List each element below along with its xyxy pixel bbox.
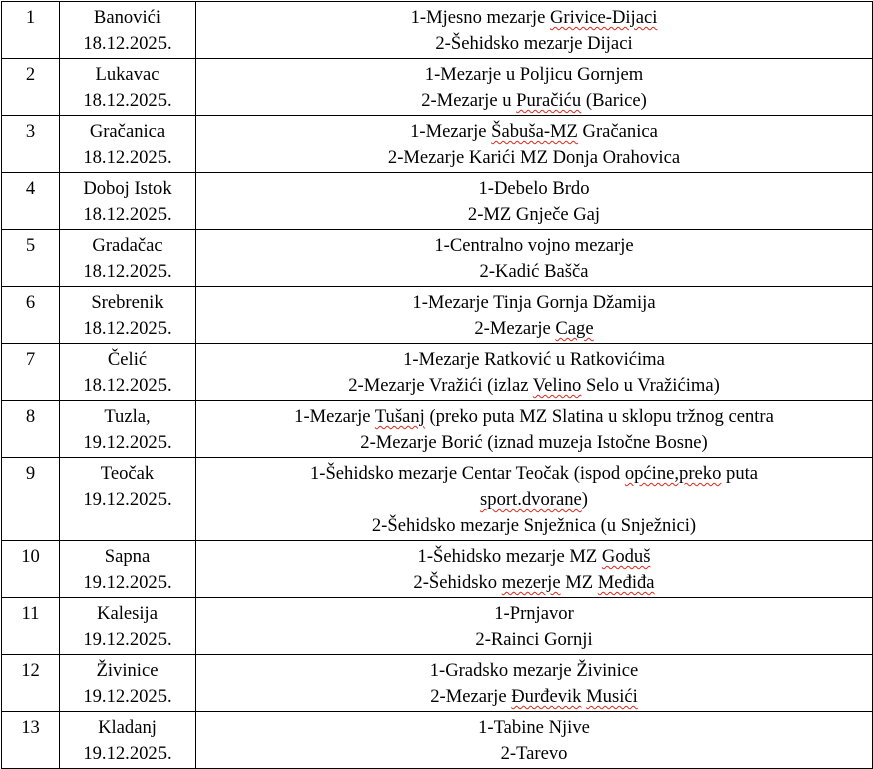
municipality-cell [60,116,196,173]
location-line [200,316,868,342]
municipality-name: Živinice [96,660,159,681]
visit-date: 19.12.2025. [83,572,172,593]
row-number: 9 [2,458,60,541]
visit-date: 18.12.2025. [83,204,172,225]
location-text: 1-Mezarje Tinja Gornja Džamija [412,292,656,313]
location-line [200,347,868,373]
table-row [2,287,873,344]
table-row [2,458,873,541]
visit-date: 19.12.2025. [83,432,172,453]
locations-cell [196,173,873,230]
location-text: 2-Mezarje u [421,90,517,111]
location-line [200,5,868,31]
location-line [200,404,868,430]
table-row [2,712,873,769]
location-line [200,88,868,114]
location-text: 1-Debelo Brdo [478,178,590,199]
municipality-name: Kalesija [97,603,158,624]
location-text: (preko puta MZ Slatina u sklopu tržnog centra [424,406,774,427]
municipality-cell [60,344,196,401]
row-number: 5 [2,230,60,287]
location-text: Selo u Vražićima) [581,375,720,396]
locations-cell [196,598,873,655]
municipality-name: Teočak [100,463,155,484]
locations-cell [196,344,873,401]
spellcheck-flagged-word: Goduš [601,546,651,567]
location-text: 1-Mezarje Ratković u Ratkovićima [403,349,665,370]
location-line [200,487,868,513]
location-text: puta [721,463,759,484]
row-number: 10 [2,541,60,598]
locations-cell [196,116,873,173]
spellcheck-flagged-word: Tušanj [374,406,425,427]
location-line [200,373,868,399]
table-row [2,655,873,712]
row-number: 11 [2,598,60,655]
municipality-name: Doboj Istok [83,178,172,199]
location-text: 1-Mezarje u Poljicu Gornjem [424,64,644,85]
location-line [200,202,868,228]
spellcheck-flagged-word: općine,preko [624,463,722,484]
location-line [200,233,868,259]
municipality-cell [60,712,196,769]
spellcheck-flagged-word: Šabuša-MZ [491,121,578,142]
location-text: 1-Centralno vojno mezarje [434,235,634,256]
municipality-cell [60,598,196,655]
row-number: 12 [2,655,60,712]
location-line [200,145,868,171]
visit-date: 18.12.2025. [83,33,172,54]
municipality-name: Sapna [104,546,151,567]
locations-cell [196,458,873,541]
location-text: MZ [560,572,598,593]
spellcheck-flagged-word: Đurđevik [511,686,582,707]
visit-date: 18.12.2025. [83,147,172,168]
municipality-cell [60,59,196,116]
municipality-name: Gradačac [92,235,163,256]
location-line [200,658,868,684]
visit-date: 19.12.2025. [83,686,172,707]
row-number: 6 [2,287,60,344]
location-text: ) [581,489,588,510]
table-row [2,2,873,59]
row-number: 8 [2,401,60,458]
location-text: 2-Šehidsko [413,572,502,593]
locations-cell [196,401,873,458]
locations-cell [196,59,873,116]
location-text: 2-Tarevo [500,743,568,764]
location-line [200,31,868,57]
visit-date: 19.12.2025. [83,743,172,764]
locations-cell [196,541,873,598]
location-text: 1-Tabine Njive [478,717,590,738]
row-number: 1 [2,2,60,59]
spellcheck-flagged-word: Grivice-Dijaci [550,7,658,28]
municipality-name: Čelić [107,349,148,370]
visit-date: 19.12.2025. [83,629,172,650]
municipality-cell [60,458,196,541]
spellcheck-flagged-word: Puračiću [516,90,582,111]
spellcheck-flagged-word: Musići [586,686,638,707]
location-text: 2-Mezarje [474,318,556,339]
location-text: 1-Mjesno mezarje [410,7,550,28]
table-row [2,598,873,655]
municipality-cell [60,541,196,598]
municipality-cell [60,173,196,230]
location-text: (Barice) [581,90,647,111]
visit-date: 18.12.2025. [83,90,172,111]
location-text: 2-Šehidsko mezarje Dijaci [435,33,633,54]
locations-cell [196,230,873,287]
locations-cell [196,712,873,769]
location-line [200,741,868,767]
municipality-name: Tuzla, [104,406,151,427]
municipality-cell [60,287,196,344]
location-text: 2-Mezarje Borić (iznad muzeja Istočne Bosne) [360,432,708,453]
visit-date: 19.12.2025. [83,489,172,510]
municipality-name: Gračanica [89,121,166,142]
location-text: 2-MZ Gnječe Gaj [467,204,601,225]
table-row [2,541,873,598]
row-number: 4 [2,173,60,230]
row-number: 3 [2,116,60,173]
location-text: 1-Šehidsko mezarje MZ [417,546,602,567]
location-line [200,513,868,539]
location-text: 2-Kadić Bašča [479,261,589,282]
location-text: 1-Mezarje [410,121,492,142]
location-line [200,570,868,596]
location-line [200,715,868,741]
municipality-cell [60,2,196,59]
table-row [2,230,873,287]
location-line [200,544,868,570]
municipality-cell [60,401,196,458]
row-number: 2 [2,59,60,116]
table-row [2,344,873,401]
location-line [200,290,868,316]
municipality-cell [60,230,196,287]
municipality-name: Lukavac [95,64,160,85]
location-text: Gračanica [577,121,658,142]
locations-cell [196,2,873,59]
table-body [2,2,873,769]
spellcheck-flagged-word: mezerje [501,572,561,593]
location-text: 2-Rainci Gornji [475,629,593,650]
location-text: 2-Mezarje Karići MZ Donja Orahovica [387,147,681,168]
spellcheck-flagged-word: Međiđa [597,572,655,593]
location-text: 2-Šehidsko mezarje Snježnica (u Snježnici) [371,515,697,536]
location-line [200,119,868,145]
visit-date: 18.12.2025. [83,375,172,396]
cemetery-schedule-table [1,1,873,769]
location-text: 1-Prnjavor [494,603,574,624]
table-row [2,173,873,230]
municipality-name: Kladanj [98,717,157,738]
table-row [2,401,873,458]
location-line [200,62,868,88]
location-line [200,176,868,202]
location-text: 2-Mezarje Vražići (izlaz [348,375,533,396]
location-line [200,430,868,456]
location-line [200,627,868,653]
location-text: 2-Mezarje [430,686,512,707]
location-line [200,601,868,627]
municipality-name: Srebrenik [91,292,164,313]
row-number: 13 [2,712,60,769]
table-row [2,116,873,173]
municipality-cell [60,655,196,712]
locations-cell [196,655,873,712]
location-line [200,259,868,285]
location-line [200,461,868,487]
locations-cell [196,287,873,344]
row-number: 7 [2,344,60,401]
location-line [200,684,868,710]
location-text: 1-Mezarje [294,406,375,427]
spellcheck-flagged-word: Cage [555,318,594,339]
location-text: 1-Šehidsko mezarje Centar Teočak (ispod [309,463,625,484]
visit-date: 18.12.2025. [83,318,172,339]
table-row [2,59,873,116]
location-text: 1-Gradsko mezarje Živinice [429,660,639,681]
visit-date: 18.12.2025. [83,261,172,282]
spellcheck-flagged-word: sport.dvorane [480,489,582,510]
spellcheck-flagged-word: Velino [532,375,582,396]
municipality-name: Banovići [93,7,162,28]
